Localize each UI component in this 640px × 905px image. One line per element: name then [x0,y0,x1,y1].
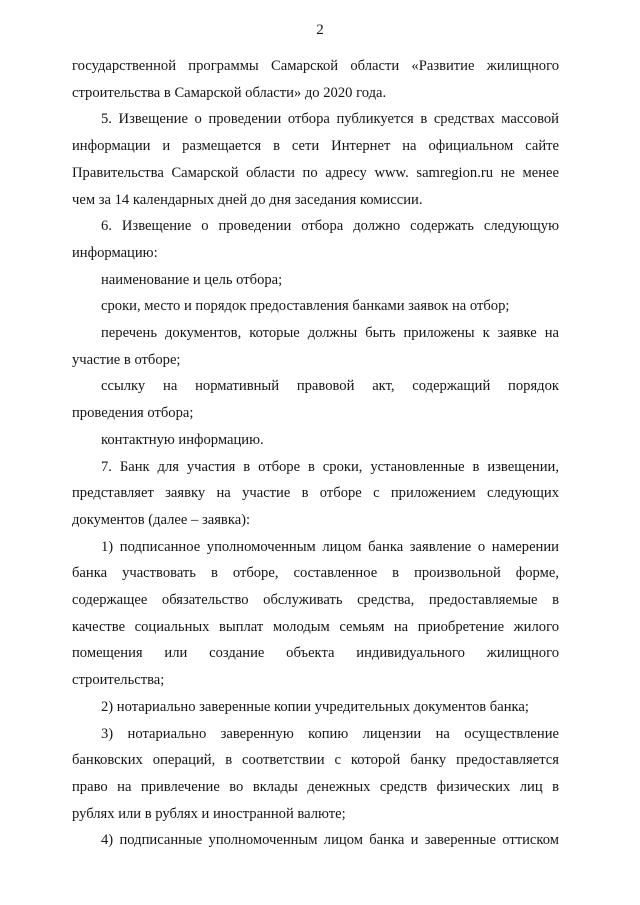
text-line: содержащее обязательство обслуживать средства, предоставляемые в [72,592,559,609]
text-line: информации и размещается в сети Интернет на официальном сайте [72,138,559,155]
document-body [72,53,559,854]
list-item: контактную информацию. [101,431,264,448]
text-line: участие в отборе; [72,351,181,368]
text-line: строительства в Самарской области» до 2020 года. [72,84,387,101]
paragraph-6-line: 6. Извещение о проведении отбора должно содержать следующую [101,218,559,235]
list-item-3-line: 3) нотариально заверенную копию лицензии на осуществление [101,725,559,742]
text-line: проведения отбора; [72,405,194,422]
text-line: представляет заявку на участие в отборе с приложением следующих [72,485,559,502]
list-item-2-line: 2) нотариально заверенные копии учредительных документов банка; [101,698,529,715]
text-line: информацию: [72,244,158,261]
paragraph-7-line: 7. Банк для участия в отборе в сроки, установленные в извещении, [101,458,559,475]
list-item: сроки, место и порядок предоставления банками заявок на отбор; [101,298,510,315]
list-item: ссылку на нормативный правовой акт, содержащий порядок [101,378,559,395]
list-item: перечень документов, которые должны быть приложены к заявке на [101,325,559,342]
list-item-1-line: 1) подписанное уполномоченным лицом банка заявление о намерении [101,538,559,555]
text-line: государственной программы Самарской области «Развитие жилищного [72,58,559,74]
text-line: право на привлечение во вклады денежных средств физических лиц в [72,778,559,795]
text-line: помещения или создание объекта индивидуального жилищного [72,645,559,662]
list-item: наименование и цель отбора; [101,271,283,288]
text-line: строительства; [72,672,165,689]
paragraph-5-line: 5. Извещение о проведении отбора публикуется в средствах массовой [101,111,559,128]
text-line: документов (далее – заявка): [72,511,251,528]
page-number: 2 [316,22,324,38]
list-item-4-line: 4) подписанные уполномоченным лицом банка и заверенные оттиском [101,832,559,849]
text-line: Правительства Самарской области по адресу www. samregion.ru не менее [72,164,559,181]
text-line: банковских операций, в соответствии с которой банку предоставляется [72,752,559,769]
text-line: рублях или в рублях и иностранной валюте; [72,805,346,822]
text-line: качестве социальных выплат молодым семьям на приобретение жилого [72,618,559,635]
text-line: чем за 14 календарных дней до дня заседания комиссии. [72,191,423,208]
text-line: банка участвовать в отборе, составленное в произвольной форме, [72,565,559,582]
